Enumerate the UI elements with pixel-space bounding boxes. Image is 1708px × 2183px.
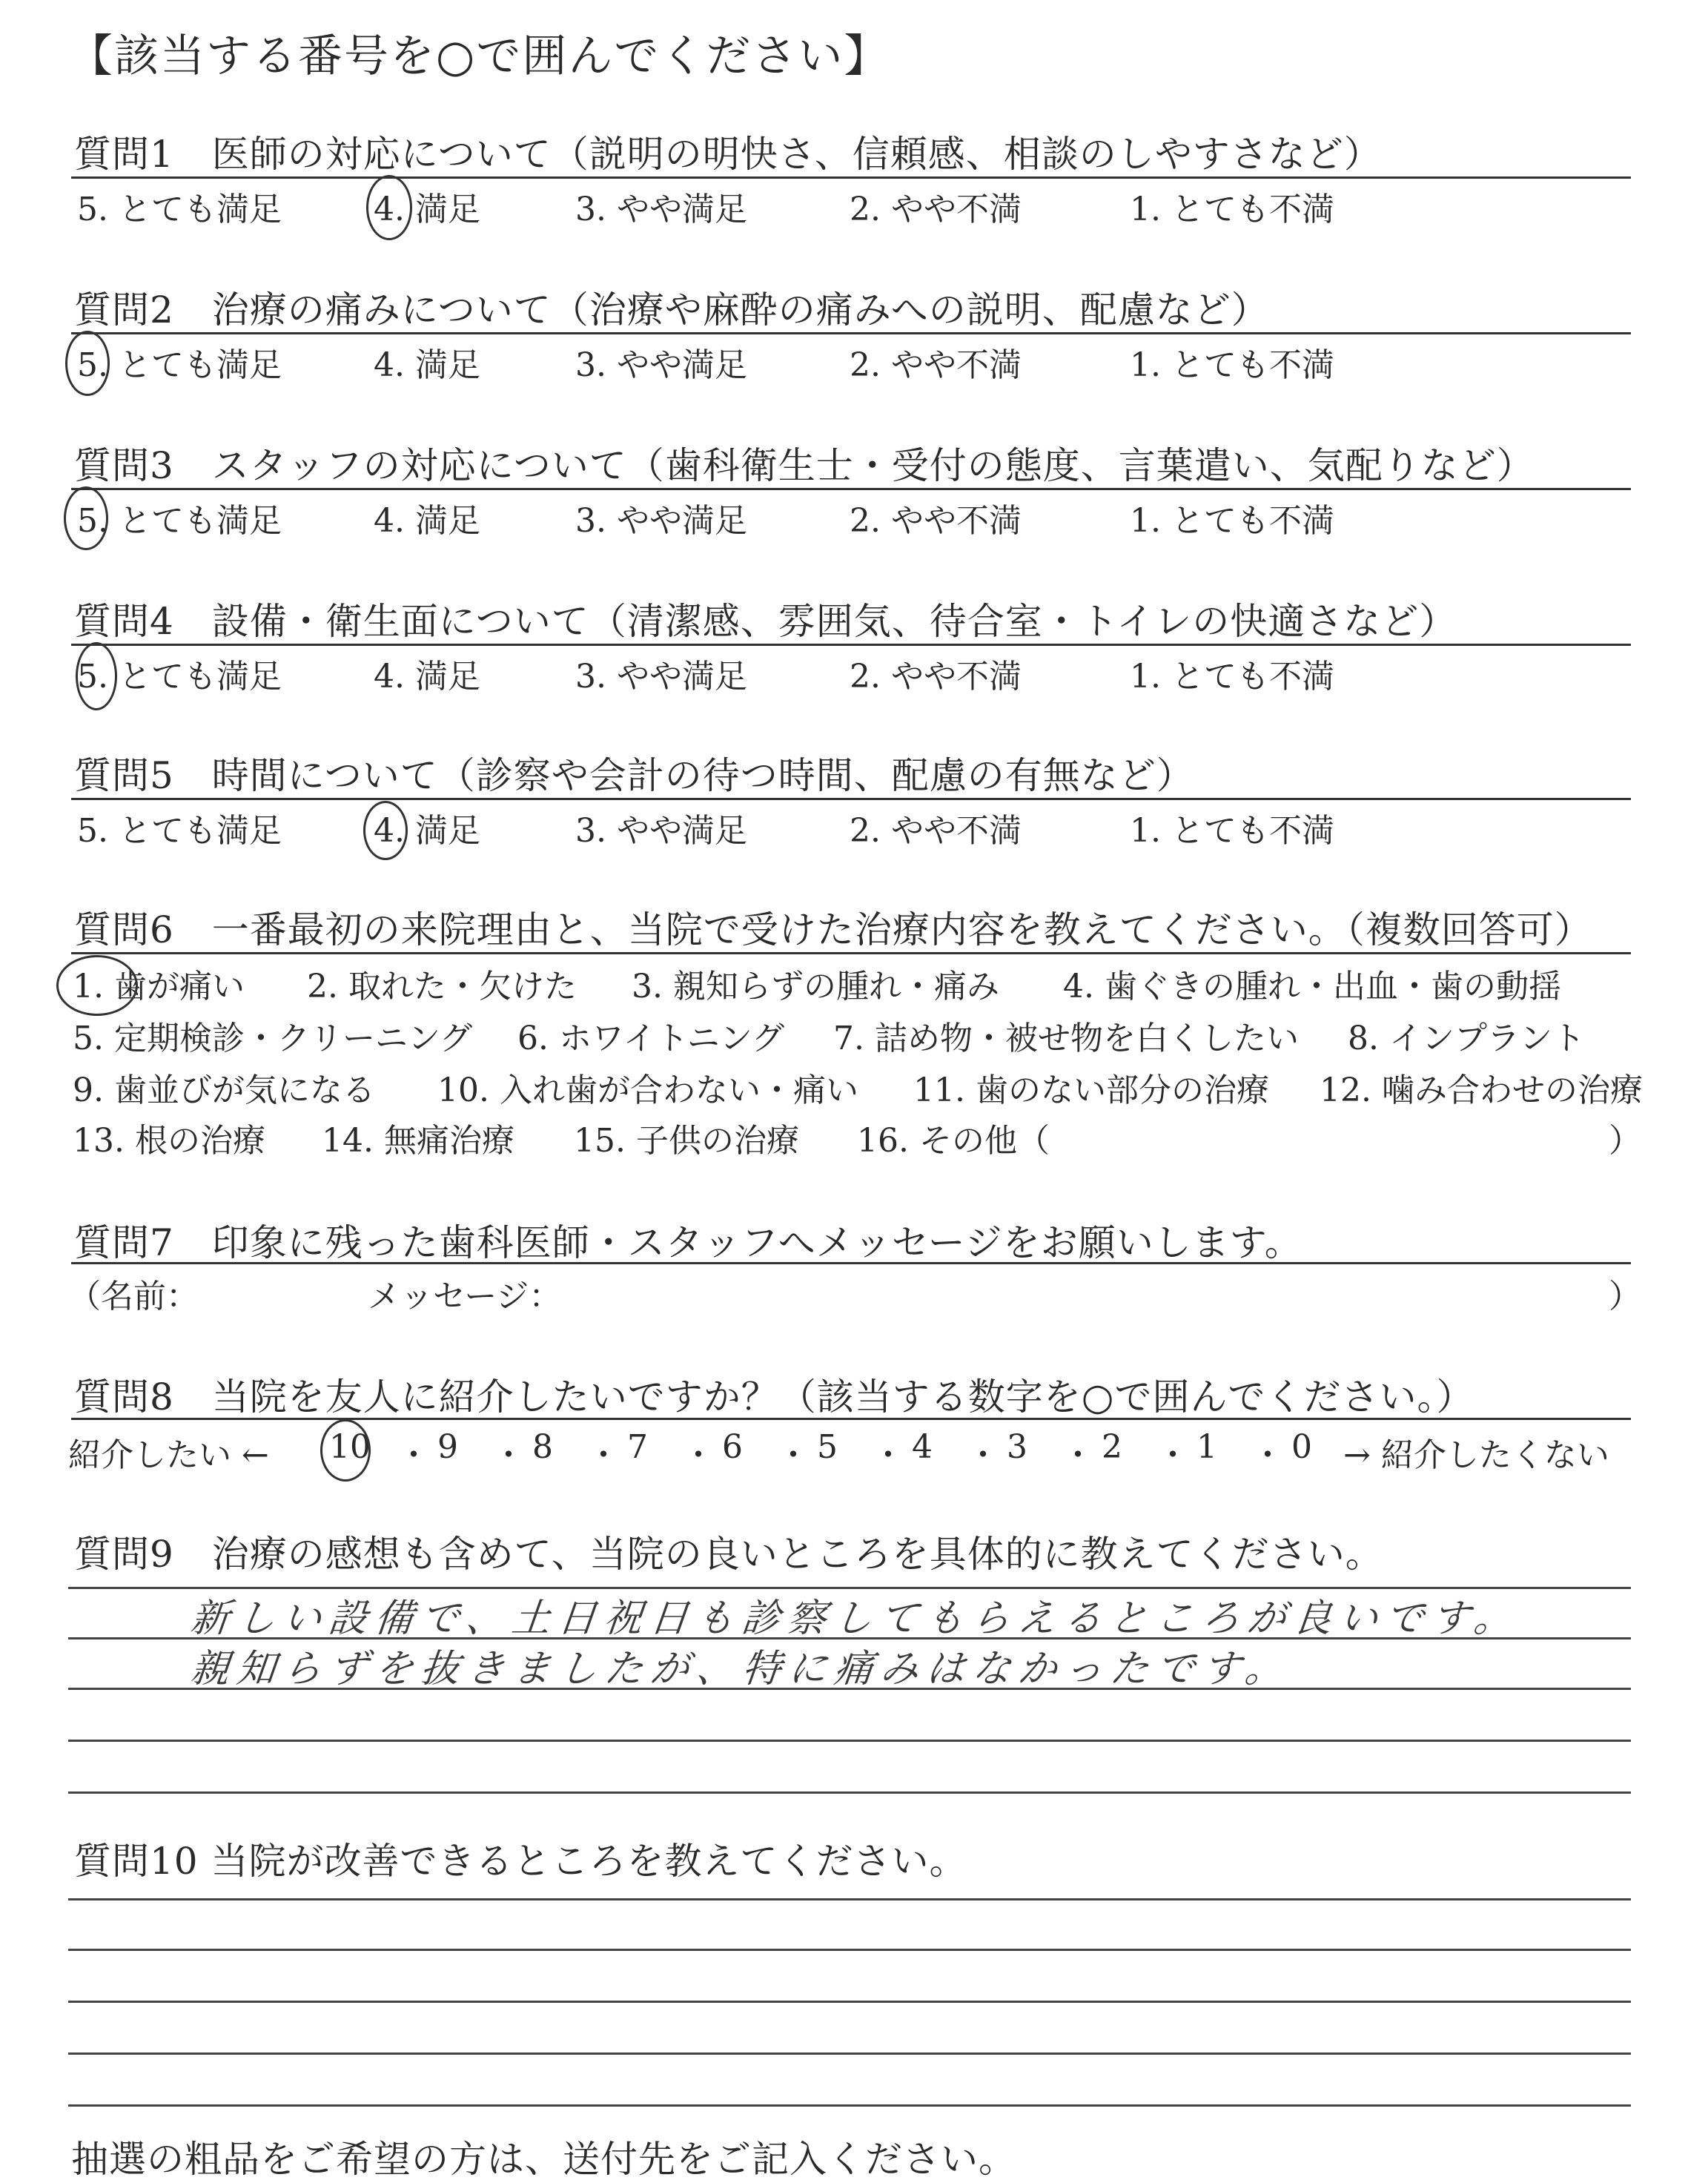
q6-option-13[interactable]: 13. 根の治療 [73,1122,265,1160]
question-10-title: 質問10 当院が改善できるところを教えてください。 [74,1840,967,1883]
q3-option-5[interactable]: 5. とても満足 [77,502,282,540]
question-5-underline [71,798,1631,800]
q5-option-3[interactable]: 3. やや満足 [575,812,747,850]
q4-option-2[interactable]: 2. やや不満 [850,658,1022,696]
q9-answer-line-4 [68,1740,1631,1742]
q6-option-4[interactable]: 4. 歯ぐきの腫れ・出血・歯の動揺 [1063,968,1561,1005]
q4-option-5[interactable]: 5. とても満足 [77,658,282,696]
q8-scale-9[interactable]: 9 [437,1428,458,1466]
q2-option-4[interactable]: 4. 満足 [374,346,480,384]
q6-option-7[interactable]: 7. 詰め物・被せ物を白くしたい [833,1020,1299,1057]
q2-option-2[interactable]: 2. やや不満 [850,346,1022,384]
survey-page: 【該当する番号を○で囲んでください】 質問1 医師の対応について（説明の明快さ、信頼感、相談のしやすさなど） 5. とても満足 4. 満足 3. やや満足 2. やや不満 1. とても不満 質問2 治療の痛みについて（治療や麻酔の痛みへの説明、配慮など） 5. とても満足 4. 満足 3. やや満足 2. やや不満 1. とても不満 質問3 スタッフの対応について（歯科衛生士・受付の態度、言葉遣い、気配りなど） 5. とても満足 4. 満足 3. やや満足 2. やや不満 1. とても不満 質問4 設備・衛生面について（清潔感、雰囲気、待合室・トイレの快適さなど） 5. とても満足 4. 満足 3. やや満足 2. やや不満 1. とても不満 質問5 時間について（診察や会計の待つ時間、配慮の有無など） 5. とても満足 4. 満足 3. やや満足 2. やや不満 1. とても不満 質問6 一番最初の来院理由と、当院で受けた治療内容を教えてください。（複数回答可） 1. 歯が痛い 2. 取れた・欠けた 3. 親知らずの腫れ・痛み 4. 歯ぐきの腫れ・出血・歯の動揺 5. 定期検診・クリーニング 6. ホワイトニング 7. 詰め物・被せ物を白くしたい 8. インプラント 9. 歯並びが気になる 10. 入れ歯が合わない・痛い 11. 歯のない部分の治療 12. 噛み合わせの治療 13. 根の治療 14. 無痛治療 15. 子供の治療 16. その他（ ） 質問7 印象に残った歯科医師・スタッフへメッセージをお願いします。 （名前： メッセージ： ） 質問8 当院を友人に紹介したいですか？（該当する数字を○で囲んでください。） 紹介したい ← 10 ・ 9 ・ 8 ・ 7 ・ 6 ・ 5 ・ 4 ・ 3 ・ 2 ・ 1 ・ 0 → 紹介したくない 質問9 治療の感想も含めて、当院の良いところを具体的に教えてください。 新しい設備で、土日祝日も診察してもらえるところが良いです。 親知らずを抜きましたが、特に痛みはなかったです。 質問10 当院が改善できるところを教えてください。 抽選の粗品をご希望の方は、送付先をご記入ください。 [0,0,1708,2160]
q8-scale-3[interactable]: 3 [1007,1428,1027,1466]
q10-answer-line-2 [68,1949,1631,1951]
q3-selection-circle [64,486,108,550]
q9-answer-line-5 [68,1791,1631,1794]
question-7-title: 質問7 印象に残った歯科医師・スタッフへメッセージをお願いします。 [74,1221,1302,1264]
q6-option-16[interactable]: 16. その他（ [857,1122,1050,1160]
q4-option-4[interactable]: 4. 満足 [374,658,480,696]
page-title: 【該当する番号を○で囲んでください】 [68,30,890,82]
q1-option-3[interactable]: 3. やや満足 [575,191,747,228]
q3-option-3[interactable]: 3. やや満足 [575,502,747,540]
q8-scale-1[interactable]: 1 [1196,1428,1217,1466]
q1-option-2[interactable]: 2. やや不満 [850,191,1022,228]
question-2-title: 質問2 治療の痛みについて（治療や麻酔の痛みへの説明、配慮など） [74,288,1269,331]
q6-option-12[interactable]: 12. 噛み合わせの治療 [1320,1071,1643,1109]
q4-option-3[interactable]: 3. やや満足 [575,658,747,696]
q4-selection-circle [76,642,117,710]
q1-option-1[interactable]: 1. とても不満 [1130,191,1334,228]
q8-left-label: 紹介したい ← [68,1436,269,1474]
question-6-underline [71,952,1631,954]
q10-answer-line-3 [68,2001,1631,2003]
question-4-title: 質問4 設備・衛生面について（清潔感、雰囲気、待合室・トイレの快適さなど） [74,600,1457,643]
q2-selection-circle [65,331,110,396]
q6-option-15[interactable]: 15. 子供の治療 [574,1122,799,1160]
q10-answer-line-1 [68,1898,1631,1900]
q8-scale-7[interactable]: 7 [627,1428,648,1466]
q8-scale-5[interactable]: 5 [817,1428,838,1466]
q2-option-5[interactable]: 5. とても満足 [77,346,282,384]
q8-scale-2[interactable]: 2 [1102,1428,1122,1466]
q7-name-label: （名前： [68,1278,199,1315]
question-8-underline [71,1418,1631,1420]
q8-scale-4[interactable]: 4 [912,1428,933,1466]
question-4-underline [71,644,1631,646]
footer-note: 抽選の粗品をご希望の方は、送付先をご記入ください。 [71,2138,1016,2181]
q6-option-3[interactable]: 3. 親知らずの腫れ・痛み [632,968,999,1005]
question-6-title: 質問6 一番最初の来院理由と、当院で受けた治療内容を教えてください。（複数回答可） [74,908,1592,951]
q6-option-5[interactable]: 5. 定期検診・クリーニング [73,1020,473,1057]
q3-option-2[interactable]: 2. やや不満 [850,502,1022,540]
q6-option-9[interactable]: 9. 歯並びが気になる [73,1071,375,1109]
q6-other-close-paren: ） [1609,1122,1641,1160]
q5-selection-circle [363,801,408,860]
question-3-underline [71,488,1631,490]
q6-option-10[interactable]: 10. 入れ歯が合わない・痛い [437,1071,858,1109]
q9-handwritten-answer-2: 親知らずを抜きましたが、特に痛みはなかったです。 [188,1647,1294,1691]
q6-option-2[interactable]: 2. 取れた・欠けた [307,968,577,1005]
question-2-underline [71,332,1631,334]
question-8-title: 質問8 当院を友人に紹介したいですか？（該当する数字を○で囲んでください。） [74,1375,1474,1419]
q8-scale-0[interactable]: 0 [1291,1428,1312,1466]
question-3-title: 質問3 スタッフの対応について（歯科衛生士・受付の態度、言葉遣い、気配りなど） [74,444,1535,487]
q6-option-6[interactable]: 6. ホワイトニング [517,1020,785,1057]
question-1-underline [71,176,1631,179]
question-9-title: 質問9 治療の感想も含めて、当院の良いところを具体的に教えてください。 [74,1533,1383,1576]
q8-scale-8[interactable]: 8 [532,1428,553,1466]
question-5-title: 質問5 時間について（診察や会計の待つ時間、配慮の有無など） [74,754,1194,797]
q6-option-1[interactable]: 1. 歯が痛い [73,968,245,1005]
q3-option-4[interactable]: 4. 満足 [374,502,480,540]
q8-scale-10[interactable]: 10 [329,1428,371,1466]
q6-option-11[interactable]: 11. 歯のない部分の治療 [913,1071,1269,1109]
q6-selection-circle [56,955,138,1016]
q5-option-4[interactable]: 4. 満足 [374,812,480,850]
q7-close-paren: ） [1609,1278,1641,1315]
q5-option-5[interactable]: 5. とても満足 [77,812,282,850]
q2-option-3[interactable]: 3. やや満足 [575,346,747,384]
q1-option-4[interactable]: 4. 満足 [374,191,480,228]
q9-handwritten-answer-1: 新しい設備で、土日祝日も診察してもらえるところが良いです。 [188,1596,1523,1641]
question-1-title: 質問1 医師の対応について（説明の明快さ、信頼感、相談のしやすさなど） [74,133,1382,176]
q8-selection-circle [320,1419,371,1482]
q10-answer-line-4 [68,2052,1631,2055]
q4-option-1[interactable]: 1. とても不満 [1130,658,1334,696]
q7-message-label: メッセージ： [368,1278,562,1315]
q1-selection-circle [366,175,412,240]
question-7-underline [71,1262,1631,1264]
q8-right-label: → 紹介したくない [1343,1436,1609,1474]
q10-answer-line-5 [68,2104,1631,2107]
q8-scale-6[interactable]: 6 [722,1428,743,1466]
q2-option-1[interactable]: 1. とても不満 [1130,346,1334,384]
q5-option-1[interactable]: 1. とても不満 [1130,812,1334,850]
q6-option-14[interactable]: 14. 無痛治療 [322,1122,514,1160]
q3-option-1[interactable]: 1. とても不満 [1130,502,1334,540]
q1-option-5[interactable]: 5. とても満足 [77,191,282,228]
q5-option-2[interactable]: 2. やや不満 [850,812,1022,850]
q6-option-8[interactable]: 8. インプラント [1348,1020,1585,1057]
